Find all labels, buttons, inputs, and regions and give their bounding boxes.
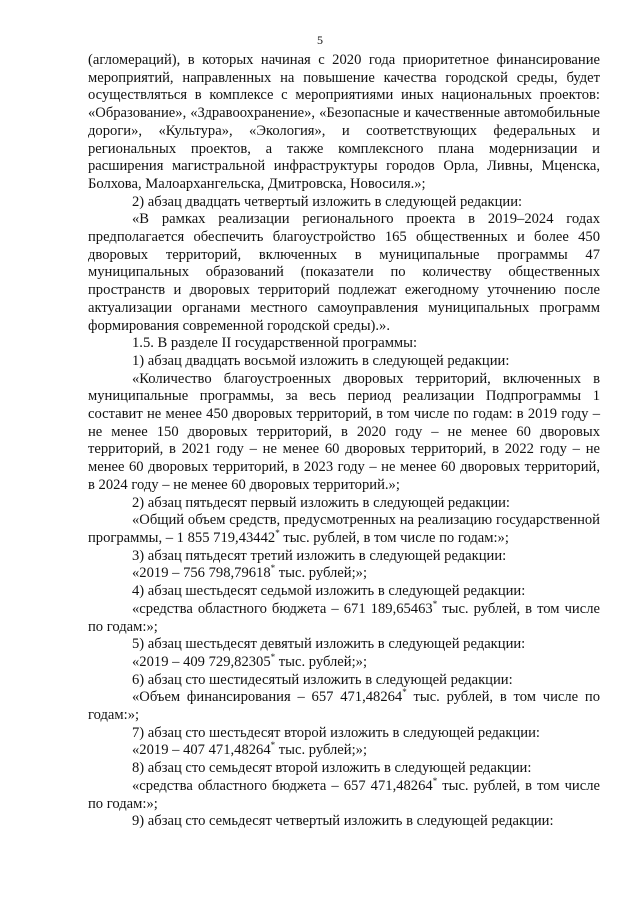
footnote-mark: * xyxy=(275,528,280,539)
paragraph-text: «2019 – 409 729,82305 xyxy=(132,653,271,670)
paragraph-text: «средства областного бюджета – 671 189,65463 xyxy=(132,600,433,617)
paragraph xyxy=(88,512,600,547)
paragraph-text: «Объем финансирования – 657 471,48264 xyxy=(132,689,403,706)
paragraph xyxy=(88,335,600,353)
paragraph-tail: тыс. рублей;»; xyxy=(275,742,367,759)
paragraph xyxy=(88,194,600,212)
paragraph xyxy=(88,742,600,760)
paragraph-text: «средства областного бюджета – 657 471,48264 xyxy=(132,777,433,794)
page-number: 5 xyxy=(317,33,323,47)
paragraph-tail: тыс. рублей;»; xyxy=(275,653,367,670)
paragraph-text: «В рамках реализации регионального проекта в 2019–2024 годах предполагается обеспечить благоустройство 165 общественных и более 450 дворовых территорий, включенных в муниципальные программы 47 муниципальных образований (показатели по количеству общественных пространств и дворовых территорий подлежат ежегодному уточнению после актуализации органами местного самоуправления муниципальных программ формирования современной городской среды).». xyxy=(88,211,600,334)
paragraph xyxy=(88,760,600,778)
paragraph-text: 8) абзац сто семьдесят второй изложить в следующей редакции: xyxy=(132,760,532,777)
paragraph xyxy=(88,654,600,672)
paragraph-tail: тыс. рублей, в том числе по годам:»; xyxy=(88,689,601,724)
footnote-mark: * xyxy=(270,652,276,663)
paragraph-text: 4) абзац шестьдесят седьмой изложить в следующей редакции: xyxy=(132,583,526,600)
paragraph-text: «2019 – 407 471,48264 xyxy=(132,742,271,759)
footnote-mark: * xyxy=(270,563,276,574)
paragraph-text: 1.5. В разделе II государственной программы: xyxy=(132,335,418,352)
paragraph-text: 6) абзац сто шестидесятый изложить в следующей редакции: xyxy=(132,671,513,688)
paragraph-text: 5) абзац шестьдесят девятый изложить в следующей редакции: xyxy=(132,636,526,653)
paragraph xyxy=(88,353,600,371)
paragraph xyxy=(88,548,600,566)
paragraph xyxy=(88,211,600,335)
paragraph xyxy=(88,598,600,636)
paragraph xyxy=(88,371,600,495)
paragraph xyxy=(88,495,600,513)
paragraph xyxy=(88,636,600,654)
paragraph-text: 1) абзац двадцать восьмой изложить в следующей редакции: xyxy=(132,352,510,369)
paragraph xyxy=(88,813,600,831)
footnote-mark: * xyxy=(270,740,276,751)
paragraph xyxy=(88,52,600,194)
paragraph-text: 3) абзац пятьдесят третий изложить в следующей редакции: xyxy=(132,547,507,564)
paragraph xyxy=(88,725,600,743)
paragraph-text: 9) абзац сто семьдесят четвертый изложить в следующей редакции: xyxy=(132,813,554,830)
footnote-mark: * xyxy=(432,598,438,609)
paragraph-text: «2019 – 756 798,79618 xyxy=(132,565,271,582)
document-body xyxy=(88,52,600,831)
paragraph xyxy=(88,565,600,583)
paragraph xyxy=(88,583,600,601)
paragraph xyxy=(88,775,600,813)
paragraph-text: «Количество благоустроенных дворовых территорий, включенных в муниципальные программы, за весь период реализации Подпрограммы 1 составит не менее 450 дворовых территорий, в том числе по годам: в 2019 году – не менее 150 дворовых территорий, в 2020 году – не менее 60 дворовых территорий, в 2021 году – не менее 60 дворовых территорий, в 2022 году – не менее 60 дворовых территорий, в 2023 году – не менее 60 дворовых территорий, в 2024 году – не менее 60 дворовых территорий.»; xyxy=(88,370,600,493)
paragraph-text: 2) абзац двадцать четвертый изложить в следующей редакции: xyxy=(132,193,523,210)
paragraph-tail: тыс. рублей, в том числе по годам:»; xyxy=(88,600,600,635)
paragraph-tail: тыс. рублей, в том числе по годам:»; xyxy=(279,529,509,546)
paragraph-text: (агломераций), в которых начиная с 2020 года приоритетное финансирование мероприятий, направленных на повышение качества городской среды, будет осуществляться в комплексе с мероприятиями иных национальных проектов: «Образование», «Здравоохранение», «Безопасные и качественные автомобильные дороги», «Культура», «Экология», и соответствующих федеральных и региональных проектов, а также комплексного плана модернизации и расширения магистральной инфраструктуры городов Орла, Ливны, Мценска, Болхова, Малоархангельска, Дмитровска, Новосиля.»; xyxy=(88,52,600,192)
paragraph-tail: тыс. рублей;»; xyxy=(275,565,367,582)
paragraph xyxy=(88,672,600,690)
paragraph-tail: тыс. рублей, в том числе по годам:»; xyxy=(88,777,600,812)
footnote-mark: * xyxy=(432,775,438,786)
paragraph xyxy=(88,689,600,724)
footnote-mark: * xyxy=(402,687,407,698)
paragraph-text: 7) абзац сто шестьдесят второй изложить в следующей редакции: xyxy=(132,724,540,741)
paragraph-text: «Общий объем средств, предусмотренных на реализацию государственной программы, – 1 855 719,43442 xyxy=(88,512,600,546)
paragraph-text: 2) абзац пятьдесят первый изложить в следующей редакции: xyxy=(132,494,510,511)
